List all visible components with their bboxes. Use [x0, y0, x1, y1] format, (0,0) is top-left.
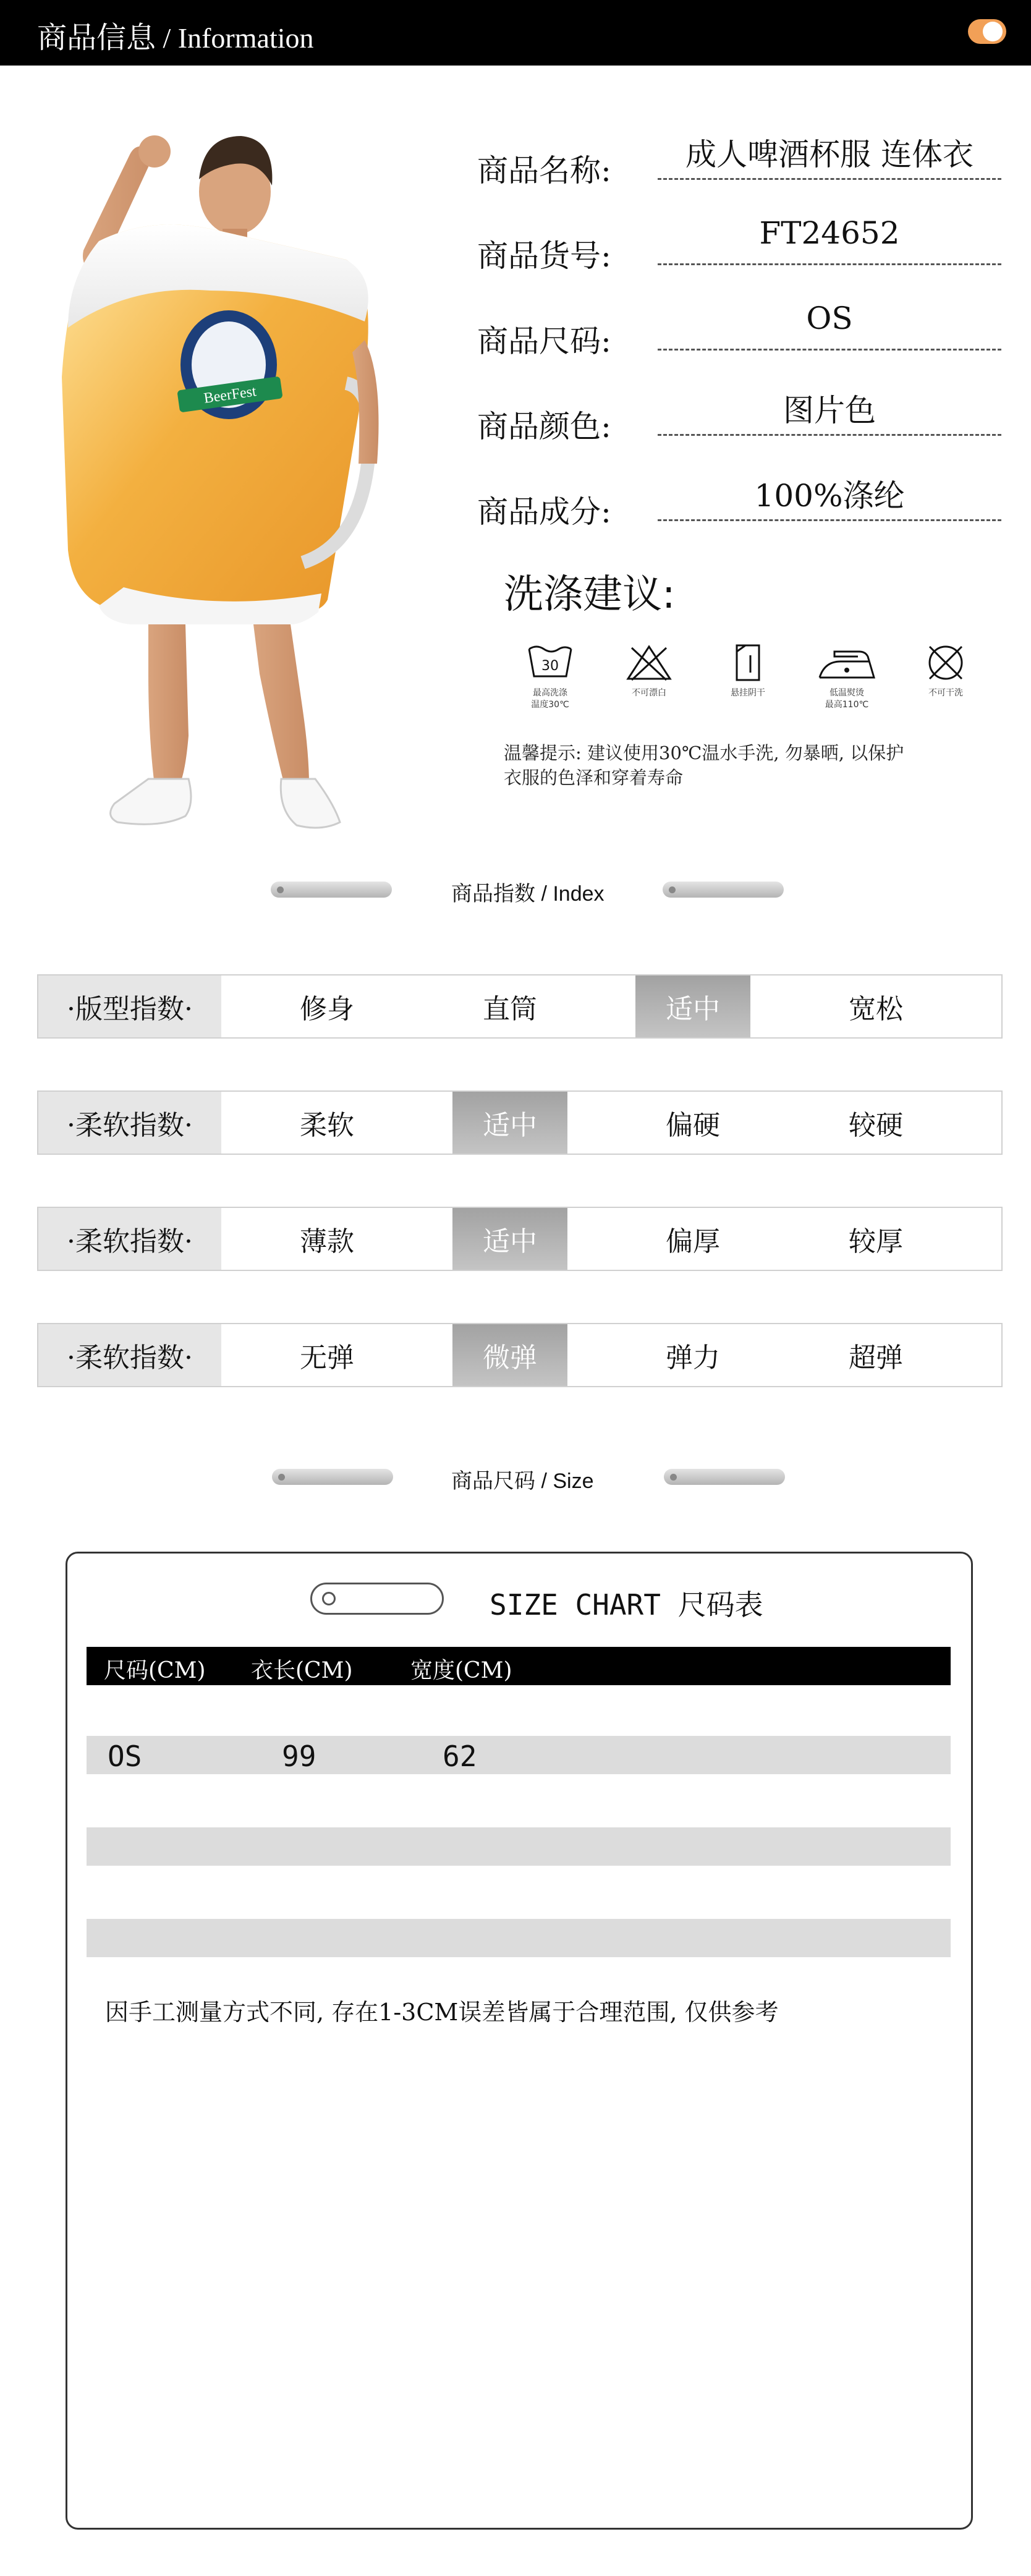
index-row-label: ·版型指数·: [38, 976, 221, 1037]
index-row-thickness: [37, 1207, 1003, 1271]
product-photo: [56, 117, 402, 841]
washing-tip-line: 温馨提示: 建议使用30℃温水手洗, 勿暴晒, 以保护: [504, 742, 904, 763]
info-value-color: 图片色: [783, 393, 876, 428]
index-option: 偏厚: [666, 1226, 720, 1257]
care-caption: 悬挂阴干: [731, 688, 765, 698]
info-label-material: 商品成分:: [477, 494, 611, 530]
size-chart-title: SIZE CHART 尺码表: [490, 1588, 763, 1622]
info-underline: [658, 263, 1001, 265]
care-caption: 不可干洗: [928, 688, 963, 698]
header-title-cn: 商品信息: [37, 20, 156, 55]
care-item-iron: [813, 643, 881, 711]
index-row-label: ·柔软指数·: [38, 1092, 221, 1154]
size-chart-cell: 99: [282, 1740, 316, 1773]
index-option: 较硬: [849, 1110, 903, 1141]
index-option-selected: 适中: [452, 1208, 567, 1270]
divider-pill-left: [271, 882, 392, 898]
header-title-en: Information: [177, 22, 314, 54]
info-underline: [658, 349, 1001, 351]
care-item-wash: [516, 643, 584, 711]
info-value-sku: FT24652: [759, 215, 900, 251]
index-option: 修身: [300, 993, 354, 1025]
size-chart-header: [87, 1647, 951, 1685]
index-option: 柔软: [300, 1110, 354, 1141]
care-caption: 最高洗涤: [533, 688, 567, 698]
care-item-dry: [714, 643, 782, 699]
index-option-selected: 适中: [452, 1092, 567, 1154]
info-label-color: 商品颜色:: [477, 409, 611, 444]
index-option: 超弹: [849, 1342, 903, 1374]
info-label-size: 商品尺码:: [477, 323, 611, 359]
index-option: 偏硬: [666, 1110, 720, 1141]
care-caption: 温度30℃: [531, 700, 569, 710]
size-chart-cell: OS: [108, 1740, 142, 1773]
info-label-sku: 商品货号:: [477, 238, 611, 274]
header-title: [37, 14, 314, 56]
no-tumble-dry-icon: [921, 643, 970, 682]
care-item-tumble: [912, 643, 980, 699]
badge-text: BeerFest: [203, 383, 258, 407]
size-chart-note: 因手工测量方式不同, 存在1-3CM误差皆属于合理范围, 仅供参考: [105, 1999, 779, 2026]
wash-30-icon: [525, 643, 575, 682]
size-chart-cell: 62: [443, 1740, 477, 1773]
index-option: 较厚: [849, 1226, 903, 1257]
washing-title: 洗涤建议:: [504, 572, 676, 618]
care-caption: 低温熨烫: [829, 688, 864, 698]
info-value-name: 成人啤酒杯服 连体衣: [685, 137, 974, 172]
info-underline: [658, 178, 1001, 180]
index-row-fit: [37, 974, 1003, 1039]
hang-dry-icon: [723, 643, 773, 682]
index-option: 直筒: [483, 993, 537, 1025]
toggle-knob: [983, 22, 1003, 41]
size-chart-header-cell: 宽度(CM): [410, 1658, 512, 1683]
size-chart-card: [66, 1552, 973, 2530]
info-value-material: 100%涤纶: [754, 478, 905, 514]
no-bleach-icon: [624, 643, 674, 682]
divider-pill-right: [664, 1469, 785, 1485]
info-underline: [658, 519, 1001, 521]
wash-temp-text: 30: [541, 658, 559, 674]
washing-tip-line: 衣服的色泽和穿着寿命: [504, 767, 684, 788]
care-item-bleach: [615, 643, 683, 699]
index-section-title: 商品指数 / Index: [451, 882, 605, 906]
care-caption: 最高110℃: [825, 700, 869, 710]
toggle-knob: [322, 1592, 336, 1605]
index-row-elasticity: [37, 1323, 1003, 1387]
index-option-selected: 微弹: [452, 1324, 567, 1386]
index-option: 薄款: [300, 1226, 354, 1257]
index-row-label: ·柔软指数·: [38, 1208, 221, 1270]
index-option-selected: 适中: [635, 976, 750, 1037]
care-caption: 不可漂白: [632, 688, 666, 698]
size-section-title: 商品尺码 / Size: [451, 1469, 594, 1493]
size-chart-row: [87, 1919, 951, 1957]
size-chart-row: [87, 1736, 951, 1774]
index-option: 宽松: [849, 993, 903, 1025]
divider-pill-right: [663, 882, 784, 898]
info-label-name: 商品名称:: [477, 153, 611, 189]
divider-pill-left: [272, 1469, 393, 1485]
iron-low-icon: [816, 643, 878, 682]
info-value-size: OS: [806, 300, 853, 336]
index-option: 无弹: [300, 1342, 354, 1374]
info-underline: [658, 434, 1001, 436]
beer-costume-illustration: [56, 117, 402, 841]
index-row-softness: [37, 1090, 1003, 1155]
toggle-switch[interactable]: [968, 19, 1006, 44]
size-chart-header-cell: 衣长(CM): [251, 1658, 353, 1683]
size-chart-toggle[interactable]: [310, 1583, 444, 1615]
size-chart-row: [87, 1827, 951, 1866]
washing-tip: [504, 741, 992, 790]
index-row-label: ·柔软指数·: [38, 1324, 221, 1386]
header-title-sep: /: [156, 22, 178, 54]
index-option: 弹力: [666, 1342, 720, 1374]
size-chart-header-cell: 尺码(CM): [104, 1658, 206, 1683]
